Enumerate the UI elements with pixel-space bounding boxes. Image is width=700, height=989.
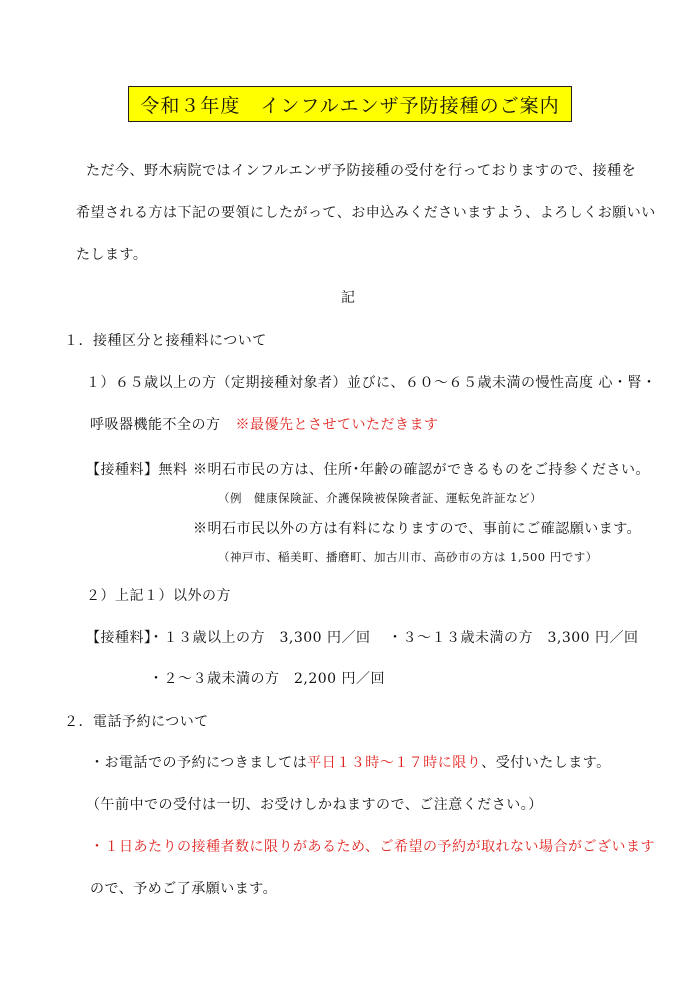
section1-item1-line2 [90, 414, 438, 434]
other-cities-fee: （神戸市、稲美町、播磨町、加古川市、高砂市の方は 1,500 円です） [218, 550, 598, 564]
morning-notice: （午前中での受付は一切、お受けしかねますので、ご注意ください。） [86, 797, 543, 813]
phone-hours-line [90, 752, 611, 772]
priority-note: ※最優先とさせていただきます [235, 417, 439, 433]
fee-3-to-13: ・３～１３歳未満の方 3,300 円／回 [388, 630, 639, 646]
intro-line-1: ただ今、野木病院ではインフルエンザ予防接種の受付を行っておりますので、接種を [86, 163, 637, 179]
ki-heading: 記 [341, 290, 356, 306]
phone-hours-pre: ・お電話での予約につきましては [90, 755, 308, 771]
daily-limit-notice: ・１日あたりの接種者数に限りがあるため、ご希望の予約が取れない場合がございます [90, 839, 655, 855]
intro-line-3: たします。 [76, 247, 148, 263]
akashi-citizen-note: ※明石市民の方は、住所･年齢の確認ができるものをご持参ください。 [193, 462, 650, 478]
section1-item1-line1: １）６５歳以上の方（定期接種対象者）並びに、６０～６５歳未満の慢性高度 心・腎・ [86, 375, 657, 391]
acknowledgement-line: ので、予めご了承願います。 [90, 881, 278, 897]
section2-heading: ２．電話予約について [64, 714, 209, 730]
item1-line2-text: 呼吸器機能不全の方 [90, 417, 221, 433]
fee2-label: 【接種料】 [86, 630, 159, 646]
intro-line-2: 希望される方は下記の要領にしたがって、お申込みくださいますよう、よろしくお願いい [76, 205, 656, 221]
page-title: 令和３年度 インフルエンザ予防接種のご案内 [128, 86, 572, 122]
non-citizen-note: ※明石市民以外の方は有料になりますので、事前にご確認願います。 [193, 521, 642, 537]
phone-hours-post: 、受付いたします。 [481, 755, 611, 771]
fee-13-and-over: ・１３歳以上の方 3,300 円／回 [149, 630, 371, 646]
section1-heading: １．接種区分と接種料について [64, 333, 267, 349]
fee-free-label: 【接種料】無料 [86, 462, 188, 478]
id-examples: （例 健康保険証、介護保険被保険者証、運転免許証など） [218, 491, 542, 505]
phone-hours-highlight: 平日１３時～１７時に限り [307, 755, 482, 771]
fee-2-to-3: ・２～３歳未満の方 2,200 円／回 [149, 671, 386, 687]
section1-item2: ２）上記１）以外の方 [86, 588, 231, 604]
